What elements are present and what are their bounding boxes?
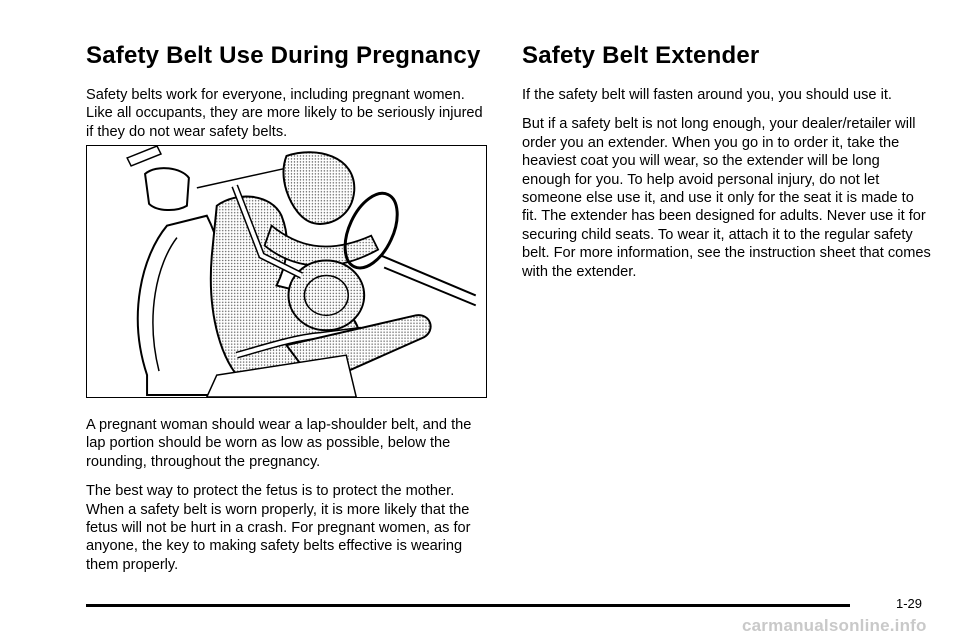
footer-rule: [86, 604, 850, 607]
left-column: [86, 40, 490, 152]
pregnancy-heading: Safety Belt Use During Pregnancy: [86, 42, 481, 69]
pregnancy-para-3: The best way to protect the fetus is to protect the mother. When a safety belt is worn properly, it is more likely that the fetus will not be hurt in a crash. For pregnant women, as for anyone, the key to making safety belts effective is wearing them properly.: [86, 483, 471, 573]
pregnancy-intro: Safety belts work for everyone, including pregnant women. Like all occupants, they are more likely to be seriously injured if they do not wear safety belts.: [86, 87, 483, 140]
extender-heading: Safety Belt Extender: [522, 42, 760, 69]
headrest: [145, 168, 189, 210]
pregnancy-para-2: A pregnant woman should wear a lap-shoulder belt, and the lap portion should be worn as low as possible, below the rounding, throughout the pregnancy.: [86, 417, 472, 470]
extender-para-2: But if a safety belt is not long enough, your dealer/retailer will order you an extender. When you go in to order it, take the heaviest coat you will wear, so the extender will be long enough for you. To help avoid personal injury, do not let someone else use it, and use it only for the seat it is made to fit. The extender has been designed for adults. Never use it for securing child seats. To wear it, attach it to the regular safety belt. For more information, see the instruction sheet that comes with the extender.: [522, 116, 931, 280]
extender-para-1: If the safety belt will fasten around you, you should use it.: [522, 87, 892, 103]
right-column: [522, 40, 932, 292]
occupant-head: [284, 152, 355, 224]
pregnant-occupant-illustration: [86, 145, 487, 398]
left-lower-text: [86, 416, 490, 585]
page-number: 1-29: [896, 596, 923, 611]
watermark: carmanualsonline.info: [742, 616, 927, 635]
illustration-svg: [87, 146, 486, 397]
